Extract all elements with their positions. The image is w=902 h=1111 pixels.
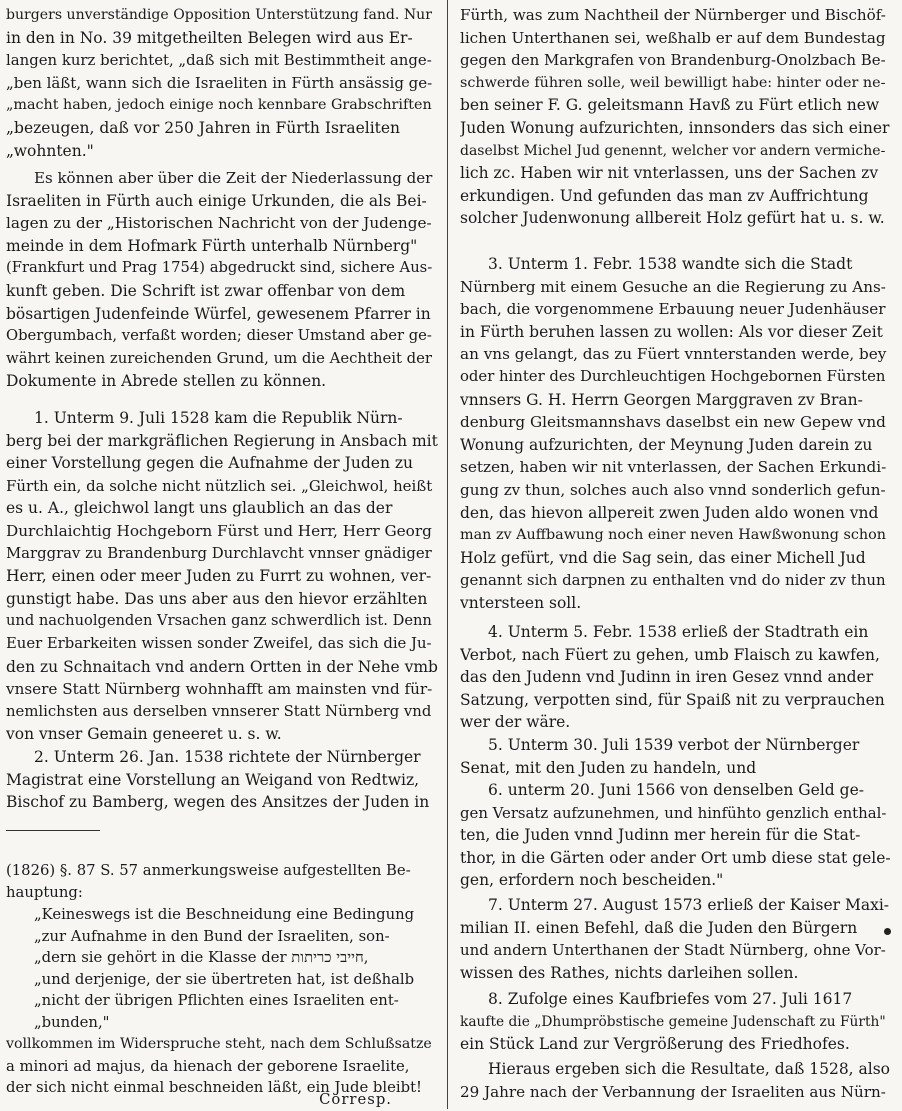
text-line: gegen den Markgrafen von Brandenburg-Onolzbach Be- — [460, 51, 886, 70]
item-6-paragraph — [460, 779, 892, 892]
text-line: genannt sich darpnen zu enthalten vnd do nider zv thun — [460, 571, 886, 590]
text-line: Hieraus ergeben sich die Resultate, daß 1528, also — [488, 1060, 891, 1078]
footnote-separator — [6, 830, 100, 831]
text-line: „und derjenige, der sie übertreten hat, ist deßhalb — [34, 970, 415, 988]
text-line: „wohnten." — [6, 141, 94, 160]
text-line: schwerde führen solle, weil bewilligt habe: hinter oder ne- — [460, 74, 886, 91]
text-line: in Fürth beruhen lassen zu wollen: Als vor dieser Zeit — [460, 322, 883, 341]
text-line: lichen Unterthanen sei, weßhalb er auf dem Bundestag — [460, 28, 886, 47]
item-2-paragraph — [6, 746, 438, 814]
signature: Corresp. — [319, 1091, 392, 1108]
text-line: der sich nicht einmal beschneiden läßt, ein Jude bleibt! — [6, 1079, 422, 1096]
text-line: Herr, einen oder meer Juden zu Furrt zu wohnen, ver- — [6, 567, 432, 586]
text-line: Satzung, verpotten sind, für Spaiß nit zu verprauchen — [460, 690, 885, 709]
text-line: milian II. einen Befehl, daß die Juden den Bürgern — [460, 918, 858, 937]
text-line: 1. Unterm 9. Juli 1528 kam die Republik Nürn- — [34, 409, 403, 427]
text-line: in den in No. 39 mitgetheilten Belegen wird aus Er- — [6, 28, 413, 47]
text-line: solcher Judenwonung allbereit Holz gefürt hat u. s. w. — [460, 209, 885, 228]
text-line: man zv Auffbawung noch einer neven Hawßwonung schon — [460, 527, 887, 544]
text-line: Magistrat eine Vorstellung an Weigand von Redtwiz, — [6, 770, 420, 789]
text-line: lagen zu der „Historischen Nachricht von der Judenge- — [6, 214, 432, 233]
text-line: ten, die Juden vnnd Judinn mer herein für die Stat- — [460, 826, 861, 845]
text-line: 3. Unterm 1. Febr. 1538 wandte sich die Stadt — [488, 255, 853, 273]
text-line: „nicht der übrigen Pflichten eines Israeliten ent- — [34, 992, 399, 1009]
text-line: vnsere Statt Nürnberg wohnhafft am mainsten vnd für- — [6, 680, 433, 699]
text-line: „dern sie gehört in die Klasse der חייבי כריתות, — [34, 949, 369, 966]
item-7-paragraph — [460, 894, 892, 984]
results-paragraph — [460, 1058, 892, 1103]
text-line: denburg Gleitsmannshavs daselbst ein new Gepew vnd — [460, 413, 886, 432]
text-line: Senat, mit den Juden zu handeln, und — [460, 758, 757, 777]
text-line: „bezeugen, daß vor 250 Jahren in Fürth Israeliten — [6, 118, 401, 137]
text-line: Es können aber über die Zeit der Niederlassung der — [34, 169, 433, 187]
text-line: gunstigt habe. Das uns aber aus den hievor erzählten — [6, 589, 428, 608]
text-line: thor, in die Gärten oder ander Ort umb diese stat gele- — [460, 848, 891, 867]
text-line: lich zc. Haben wir nit vnterlassen, uns der Sachen zv — [460, 164, 879, 183]
text-line: währt keinen zureichenden Grund, um die Aechtheit der — [6, 349, 433, 367]
text-line: 5. Unterm 30. Juli 1539 verbot der Nürnberger — [488, 736, 860, 754]
item-2-continuation — [460, 4, 892, 230]
text-line: gung zv thun, solches auch also vnnd sonderlich gefun- — [460, 480, 886, 499]
text-line: von vnser Gemain geneeret u. s. w. — [6, 725, 282, 744]
item-4-paragraph — [460, 621, 892, 734]
text-line: nemlichsten aus derselben vnnserer Statt Nürnberg vnd — [6, 702, 432, 720]
text-line: gen Versatz aufzunehmen, und hinfühto genzlich enthal- — [460, 803, 887, 822]
text-line: das den Judenn vnd Judinn in iren Gesez vnnd ander — [460, 668, 874, 687]
item-3-paragraph — [460, 253, 892, 615]
text-line: burgers unverständige Opposition Unterstützung fand. Nur — [6, 7, 432, 23]
text-line: vnnsers G. H. Herrn Georgen Marggraven zv Bran- — [460, 390, 863, 409]
text-line: kunft geben. Die Schrift ist zwar offenbar von dem — [6, 281, 406, 300]
text-line: „zur Aufnahme in den Bund der Israeliten, son- — [34, 927, 390, 945]
text-line: 2. Unterm 26. Jan. 1538 richtete der Nürnberger — [34, 748, 421, 766]
text-line: den, das hievon allpereit zwen Juden aldo wonen vnd — [460, 503, 879, 522]
margin-dot — [884, 928, 891, 935]
text-line: wissen des Rathes, nichts darleihen sollen. — [460, 963, 799, 982]
text-line: vntersteen soll. — [460, 593, 582, 612]
footnote-quote — [6, 904, 438, 1033]
column-divider — [447, 0, 448, 1109]
text-line: 6. unterm 20. Juni 1566 von denselben Geld ge- — [488, 781, 864, 799]
text-line: Fürth ein, da solche nicht nützlich sei. „Gleichwol, heißt — [6, 476, 433, 495]
text-line: „macht haben, jedoch einige noch kennbare Grabschriften — [6, 97, 432, 114]
text-line: an vns gelangt, das zu Füert vnnterstanden werde, bey — [460, 345, 887, 364]
text-line: meinde in dem Hofmark Fürth unterhalb Nürnberg" — [6, 236, 418, 255]
signature-block — [6, 1089, 438, 1111]
text-line: es u. A., gleichwol langt uns glaublich an das der — [6, 499, 393, 518]
text-line: daselbst Michel Jud genennt, welcher vor andern vermiche- — [460, 142, 886, 159]
text-line: kaufte die „Dhumpröbstische gemeine Judenschaft zu Fürth" — [460, 1013, 886, 1030]
text-line: Dokumente in Abrede stellen zu können. — [6, 372, 327, 391]
text-line: hauptung: — [6, 883, 83, 901]
text-line: 29 Jahre nach der Verbannung der Israeliten aus Nürn- — [460, 1082, 886, 1101]
text-line: Verbot, nach Füert zu gehen, umb Flaisch zu kawfen, — [460, 645, 880, 664]
text-line: Nürnberg mit einem Gesuche an die Regierung zu Ans- — [460, 277, 886, 296]
text-line: 4. Unterm 5. Febr. 1538 erließ der Stadtrath ein — [488, 623, 869, 641]
text-line: bach, die vorgenommene Erbauung neuer Judenhäuser — [460, 300, 886, 319]
item-8-paragraph — [460, 988, 892, 1056]
text-line: Israeliten in Fürth auch einige Urkunden, die als Bei- — [6, 191, 427, 210]
text-line: den zu Schnaitach vnd andern Ortten in der Nehe vmb — [6, 657, 438, 676]
text-line: wer der wäre. — [460, 713, 571, 732]
text-line: Euer Erbarkeiten wissen sonder Zweifel, das sich die Ju- — [6, 634, 432, 652]
text-line: ben seiner F. G. geleitsmann Havß zu Fürt etlich new — [460, 96, 880, 115]
item-1-paragraph — [6, 407, 438, 746]
text-line: bösartigen Judenfeinde Würfel, gewesenem Pfarrer in — [6, 304, 431, 323]
text-line: einer Vorstellung gegen die Aufnahme der Juden zu — [6, 454, 413, 473]
text-line: oder hinter des Durchleuchtigen Hochgebornen Fürsten — [460, 367, 886, 385]
text-line: ein Stück Land zur Vergrößerung des Friedhofes. — [460, 1035, 850, 1054]
text-line: 7. Unterm 27. August 1573 erließ der Kaiser Maxi- — [488, 896, 890, 914]
text-line: setzen, haben wir nit vnterlassen, der Sachen Erkundi- — [460, 458, 887, 477]
text-line: Juden Wonung aufzurichten, innsonders das sich einer — [460, 118, 890, 137]
text-line: Marggrav zu Brandenburg Durchlavcht vnnser gnädiger — [6, 544, 432, 562]
text-line: Fürth, was zum Nachtheil der Nürnberger und Bischöf- — [460, 6, 886, 24]
documents-paragraph — [6, 167, 438, 393]
text-line: langen kurz berichtet, „daß sich mit Bestimmtheit ange- — [6, 51, 432, 70]
text-line: vollkommen im Widerspruche steht, nach dem Schlußsatze — [6, 1036, 432, 1052]
text-line: erkundigen. Und gefunden das man zv Auffrichtung — [460, 186, 869, 205]
text-line: „Keineswegs ist die Beschneidung eine Bedingung — [34, 906, 415, 923]
text-line: Bischof zu Bamberg, wegen des Ansitzes der Juden in — [6, 793, 430, 812]
text-line: 8. Zufolge eines Kaufbriefes vom 27. Juli 1617 — [488, 990, 853, 1008]
footnote-intro — [6, 860, 438, 903]
text-line: Holz gefürt, vnd die Sag sein, das einer Michell Jud — [460, 548, 866, 567]
text-line: und andern Unterthanen der Stadt Nürnberg, ohne Vor- — [460, 941, 886, 960]
text-line: „bunden," — [34, 1013, 110, 1031]
text-line: Wonung aufzurichten, der Meynung Juden darein zu — [460, 435, 873, 454]
item-5-paragraph — [460, 734, 892, 779]
text-line: gen, erfordern noch bescheiden." — [460, 871, 724, 890]
text-line: und nachuolgenden Vrsachen ganz schwerdlich ist. Denn — [6, 612, 432, 630]
text-line: berg bei der markgräflichen Regierung in Ansbach mit — [6, 431, 438, 450]
text-line: (Frankfurt und Prag 1754) abgedruckt sind, sichere Aus- — [6, 259, 433, 277]
text-line: Obergumbach, verfaßt worden; dieser Umstand aber ge- — [6, 327, 432, 345]
text-line: Durchlaichtig Hochgeborn Fürst und Herr, Herr Georg — [6, 521, 432, 540]
text-line: (1826) §. 87 S. 57 anmerkungsweise aufgestellten Be- — [6, 862, 411, 879]
opening-paragraph — [6, 4, 438, 162]
text-line: „ben läßt, wann sich die Israeliten in Fürth ansässig ge- — [6, 73, 433, 92]
text-line: a minori ad majus, da hienach der geborene Israelite, — [6, 1057, 410, 1075]
